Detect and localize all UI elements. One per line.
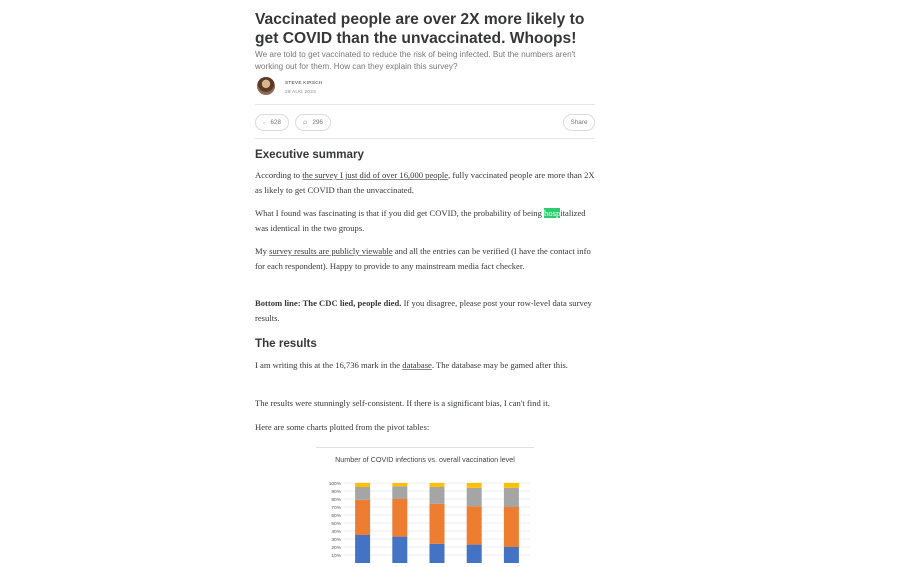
database-link[interactable]: database [402, 360, 432, 370]
bar-segment-gray [504, 488, 519, 507]
y-tick-label: 10% [331, 553, 341, 559]
bar-segment-yellow [504, 483, 519, 488]
text: What I found was fascinating is that if you did get COVID, the probability of being [255, 208, 545, 218]
like-count: 628 [270, 119, 281, 126]
paragraph [255, 206, 595, 235]
chart-plot [316, 447, 534, 567]
bar-segment-yellow [355, 483, 370, 487]
text: If you disagree, please post your row-level data survey results. [255, 298, 592, 323]
text: italized was identical in the two groups. [255, 208, 586, 233]
section-heading-executive-summary: Executive summary [255, 148, 364, 161]
bar-segment-blue [467, 545, 482, 563]
author-name[interactable]: STEVE KIRSCH [285, 81, 323, 86]
avatar[interactable] [257, 77, 275, 95]
share-button[interactable] [563, 114, 595, 131]
y-tick-label: 90% [331, 489, 341, 495]
stacked-bar-chart [316, 447, 534, 567]
like-button[interactable] [255, 114, 289, 131]
bottom-line-bold: Bottom line: The CDC lied, people died. [255, 298, 402, 308]
paragraph: Here are some charts plotted from the pivot tables: [255, 422, 430, 432]
comment-count: 296 [312, 119, 323, 126]
heart-icon [263, 119, 265, 127]
text: . The database may be gamed after this. [431, 360, 568, 370]
y-tick-label: 60% [331, 513, 341, 519]
paragraph [255, 296, 595, 325]
bar-segment-orange [504, 507, 519, 547]
y-tick-label: 20% [331, 545, 341, 551]
divider [255, 138, 595, 139]
bar-segment-orange [467, 506, 482, 544]
y-tick-label: 50% [331, 521, 341, 527]
paragraph [255, 358, 595, 373]
post-date: 28 AUG 2023 [285, 90, 317, 95]
text: , fully vaccinated people are more than 2X as likely to get COVID than the unvaccinated. [255, 170, 595, 195]
bar-segment-orange [392, 499, 407, 537]
byline [255, 77, 595, 99]
bar-segment-blue [355, 535, 370, 563]
survey-link[interactable]: the survey I just did of over 16,000 people [302, 170, 449, 180]
divider [255, 104, 595, 105]
chart-title: Number of COVID infections vs. overall vaccination level [335, 455, 515, 464]
text: My [255, 246, 270, 256]
y-tick-label: 40% [331, 529, 341, 535]
y-tick-label: 30% [331, 537, 341, 543]
share-label: Share [570, 119, 588, 126]
bar-segment-blue [430, 544, 445, 563]
bar-segment-yellow [467, 483, 482, 488]
article-subtitle: We are told to get vaccinated to reduce the risk of being infected. But the numbers aren't working out for them. How can they explain this survey? [255, 50, 576, 71]
bar-segment-gray [467, 488, 482, 506]
article-title: Vaccinated people are over 2X more likely to get COVID than the unvaccinated. Whoops! [255, 11, 585, 47]
text: and all the entries can be verified (I have the contact info for each respondent). Happy to provide to any mainstream media fact checker. [255, 246, 591, 271]
text: I am writing this at the 16,736 mark in the [255, 360, 403, 370]
bar-segment-yellow [392, 483, 407, 486]
text: According to [255, 170, 303, 180]
selected-text-highlight[interactable]: hosp [544, 208, 561, 218]
comments-button[interactable] [295, 114, 331, 131]
paragraph [255, 244, 595, 273]
bar-segment-orange [355, 500, 370, 535]
bar-segment-blue [504, 547, 519, 563]
paragraph: The results were stunningly self-consistent. If there is a significant bias, I can't find it. [255, 398, 550, 408]
bar-segment-orange [430, 504, 445, 544]
survey-results-link[interactable]: survey results are publicly viewable [269, 246, 393, 256]
bar-segment-gray [430, 487, 445, 504]
comment-icon [303, 118, 307, 127]
y-tick-label: 100% [328, 481, 341, 487]
paragraph [255, 168, 595, 197]
y-tick-label: 70% [331, 505, 341, 511]
bar-segment-gray [392, 486, 407, 499]
y-tick-label: 80% [331, 497, 341, 503]
section-heading-results: The results [255, 337, 317, 350]
bar-segment-blue [392, 537, 407, 563]
bar-segment-yellow [430, 483, 445, 487]
bar-segment-gray [355, 487, 370, 500]
